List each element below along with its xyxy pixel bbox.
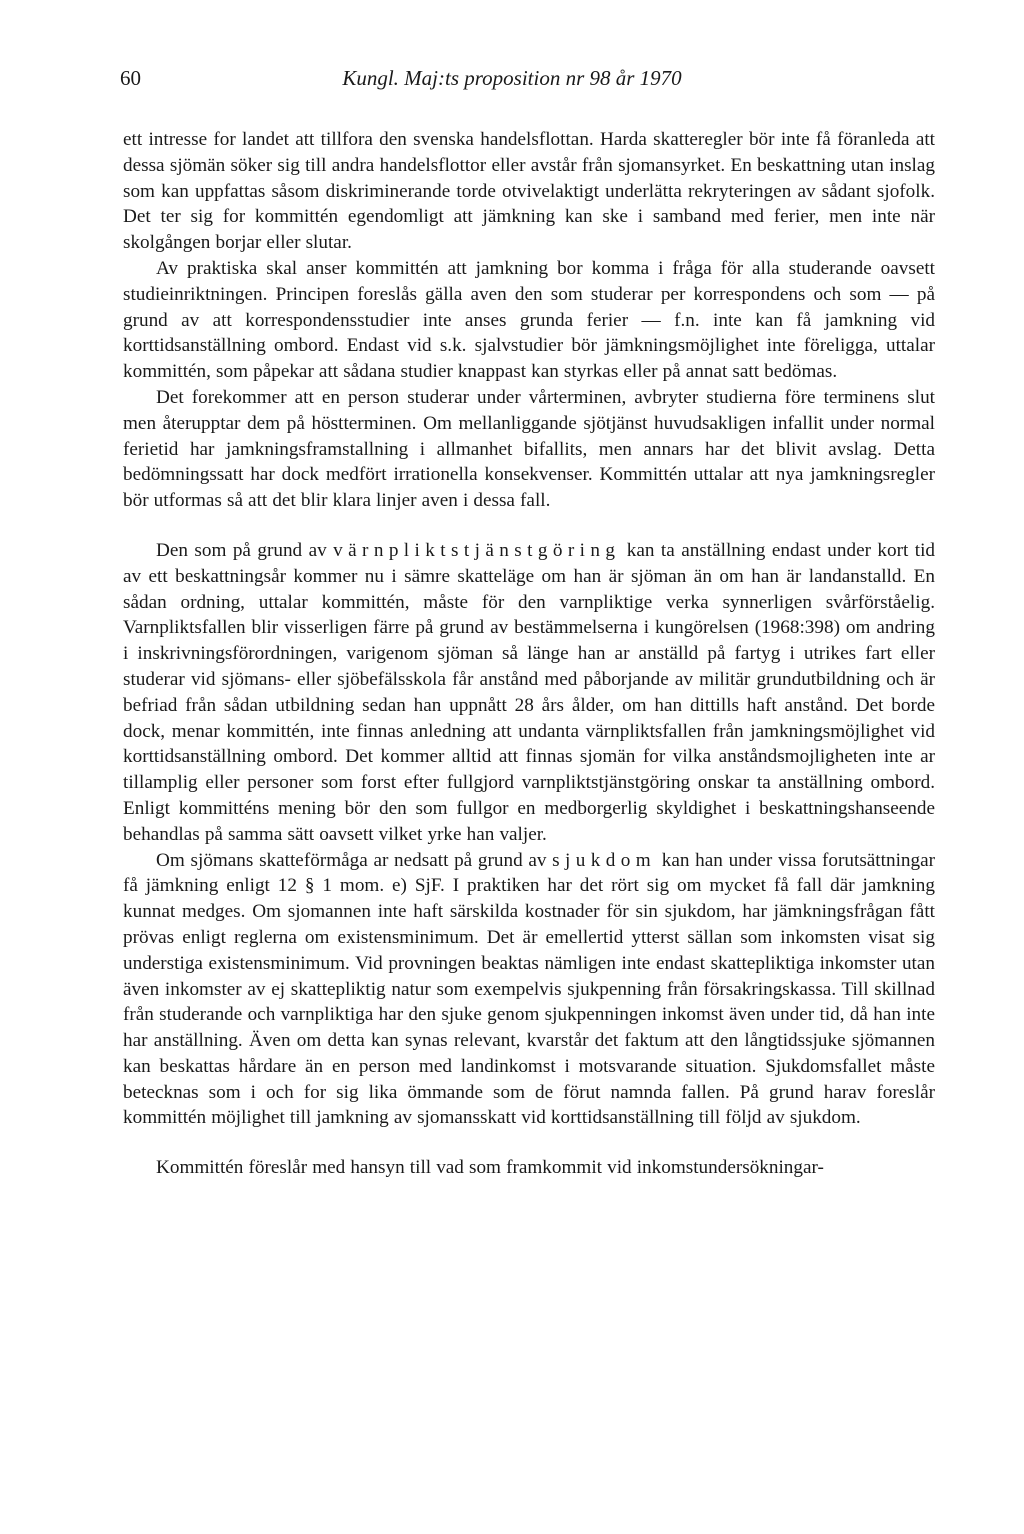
paragraph-4-intro: Den som på grund av (156, 539, 334, 561)
paragraph-1: ett intresse for landet att tillfora den svenska handelsflottan. Harda skatteregler bör inte få föranleda att dessa sjömän söker sig till andra handelsflottor eller avstår från sjomansyrket. En beskattning utan inslag som kan uppfattas såsom diskriminerande torde otvivelaktigt underlätta rekryteringen av sådant sjofolk. Det ter sig for kommittén egendomligt att jämkning kan ske i samband med ferier, men inte när skolgången borjar eller slutar. (123, 129, 935, 254)
paragraph-4-spaced-term: värnpliktstjänstgöring (333, 539, 621, 561)
paragraph-5-body: kan han under vissa forutsättningar få jämkning enligt 12 § 1 mom. e) SjF. I praktiken har det rört sig om mycket få fall där jamkning kunnat medges. Om sjomannen inte haft särskilda kostnader för sin sjukdom, har jämkningsfrågan fått prövas enligt reglerna om existensminimum. Det är emellertid ytterst sällan som inkomsten visat sig understiga existensminimum. Vid provningen beaktas nämligen inte endast skattepliktiga inkomster utan även inkomster av ej skattepliktig natur som exempelvis sjukpenning från försakringskassa. Till skillnad från studerande och varnpliktiga har den sjuke genom sjukpenningen inkomst även under tid, då han inte har anställning. Även om detta kan synas relevant, kvarstår det faktum att den långtidssjuke sjömannen kan beskattas hårdare än en person med landinkomst i motsvarande situation. Sjukdomsfallet måste betecknas som i och for sig lika ömmande som de förut namnda fallen. På grund harav foreslår kommittén möjlighet till jamkning av sjomansskatt vid korttidsanställning till följd av sjukdom. (123, 849, 935, 1129)
paragraph-5-intro: Om sjömans skatteförmåga ar nedsatt på grund av (156, 849, 553, 871)
paragraph-4 (123, 538, 935, 848)
paragraph-4-body: kan ta anställning endast under kort tid av ett beskattningsår kommer nu i sämre skatteläge om han är sjöman än om han är landanstalld. En sådan ordning, uttalar kommittén, måste för den varnpliktige verka synnerligen svårförståelig. Varnpliktsfallen blir visserligen färre på grund av bestämmelserna i kungörelsen (1968:398) om andring i inskrivningsförordningen, varigenom sjöman så länge han ar anställd på fartyg i utrikes fart eller studerar vid sjömans- eller sjöbefälsskola får anstånd med påborjande av militär grundutbildning och är befriad från sådan utbildning sedan han uppnått 28 års ålder, om han dittills haft anstånd. Det borde dock, menar kommittén, inte finnas anledning att undanta värnpliktsfallen från jamkningsmöjlighet vid korttidsanställning ombord. Det kommer alltid att finnas sjomän for vilka anståndsmojligheten inte ar tillamplig eller personer som forst efter fullgjord varnpliktstjänstgöring onskar ta anställning ombord. Enligt kommitténs mening bör den som fullgor en medborgerlig skyldighet i beskattningshanseende behandlas på samma sätt oavsett vilket yrke han valjer. (123, 539, 936, 845)
paragraph-6: Kommittén föreslår med hansyn till vad som framkommit vid inkomstundersökningar- (156, 1157, 824, 1179)
paragraph-5-spaced-term: sjukdom (552, 849, 657, 871)
page-header (0, 66, 1024, 98)
paragraph-2: Av praktiska skal anser kommittén att jamkning bor komma i fråga för alla studerande oavsett studieinriktningen. Principen foreslås gälla aven den som studerar per korrespondens och som — på grund av att korrespondensstudier inte anses grunda ferier — f.n. inte kan få jamkning vid korttidsanställning ombord. Endast vid s.k. sjalvstudier bör jämkningsmöjlighet inte föreligga, uttalar kommittén, som påpekar att sådana studier knappast kan styrkas eller på annat satt bedömas. (123, 257, 935, 383)
body-text (123, 127, 935, 1181)
paragraph-3: Det forekommer att en person studerar under vårterminen, avbryter studierna före terminens slut men återupptar dem på höstterminen. Om mellanliggande sjötjänst huvudsakligen infallit under normal ferietid har jamkningsframstallning i allmanhet bifallits, men annars har det blivit avslag. Detta bedömningssatt har dock medfört irrationella konsekvenser. Kommittén uttalar att nya jamkningsregler bör utformas så att det blir klara linjer aven i dessa fall. (123, 386, 935, 512)
paragraph-5 (123, 848, 935, 1132)
running-title: Kungl. Maj:ts proposition nr 98 år 1970 (342, 66, 682, 90)
page-number: 60 (120, 66, 141, 90)
